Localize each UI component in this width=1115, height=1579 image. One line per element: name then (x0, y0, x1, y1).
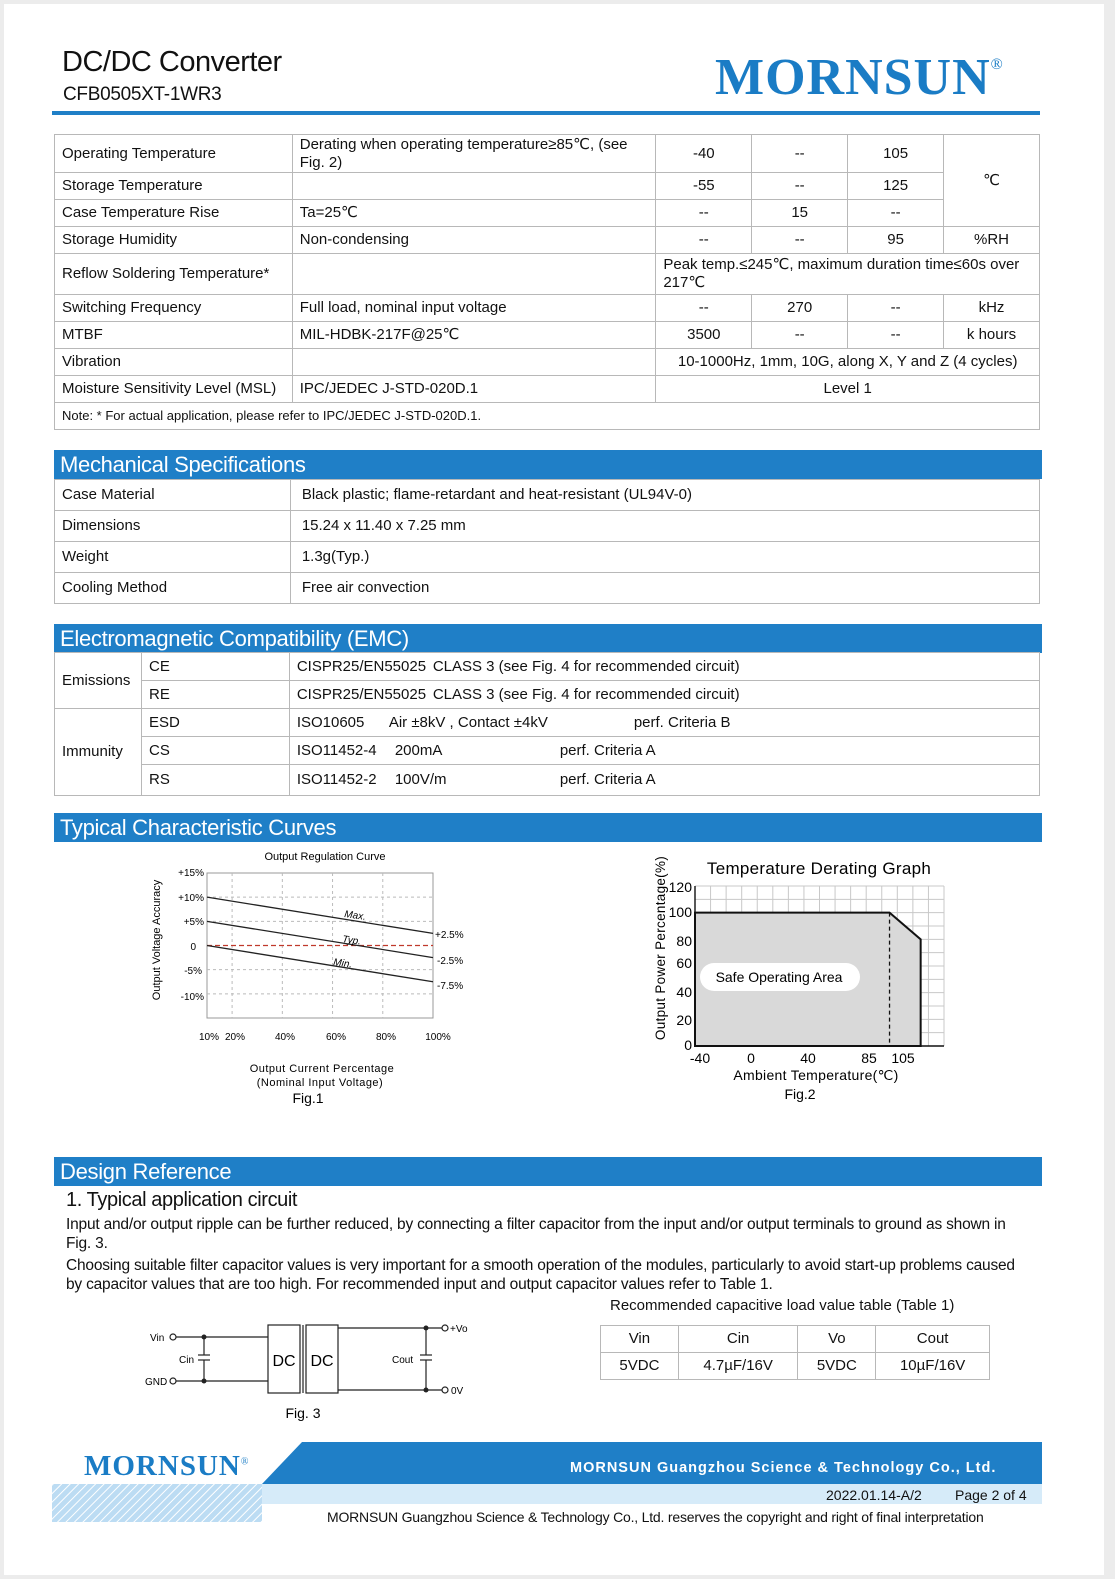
fig2-ylabel: Output Power Percentage(%) (653, 855, 668, 1041)
fig1-xtick: 60% (325, 1032, 347, 1043)
fig1-line-typ (207, 921, 433, 957)
vo-terminal (442, 1325, 448, 1331)
capacitive-load-table (600, 1325, 990, 1380)
fig1-line-min (207, 946, 433, 982)
fig2-xtick: 105 (891, 1050, 915, 1066)
table-row: CS ISO11452-4 200mA perf. Criteria A (55, 737, 1040, 765)
table-row: RS ISO11452-2 100V/m perf. Criteria A (55, 765, 1040, 796)
fig1-xtick: 10% (198, 1032, 220, 1043)
fig1-xtick: 40% (274, 1032, 296, 1043)
fig2-ytick: 80 (676, 933, 692, 949)
table-row: Switching Frequency Full load, nominal input voltage -- 270 -- kHz (55, 295, 1040, 322)
fig2-ytick: 40 (676, 984, 692, 1000)
emc-section-header: Electromagnetic Compatibility (EMC) (54, 624, 1042, 653)
application-circuit-diagram (140, 1315, 480, 1425)
table-row: Dimensions 15.24 x 11.40 x 7.25 mm (55, 511, 1040, 542)
fig2-ytick: 60 (676, 955, 692, 971)
gnd-terminal (170, 1378, 176, 1384)
design-paragraph-2: Choosing suitable filter capacitor values is very important for a smooth operation of the modules, particularly to avoid start-up problems caused by capacitor values that are too high. For recommended input and output capacitor values refer to Table 1. (66, 1257, 1015, 1293)
fig1-grid (207, 873, 433, 1018)
fig1-end-label: -2.5% (437, 956, 464, 967)
fig2-xtick: 40 (800, 1050, 816, 1066)
table-row: 5VDC 4.7µF/16V 5VDC 10µF/16V (601, 1353, 990, 1380)
0v-terminal (442, 1387, 448, 1393)
footer-company: MORNSUN Guangzhou Science & Technology Co., Ltd. (570, 1460, 997, 1476)
table-row: Operating Temperature Derating when operating temperature≥85℃, (see Fig. 2) -40 -- 105 ℃ (55, 135, 1040, 173)
fig1-end-label: +2.5% (435, 930, 464, 941)
table-row: Cooling Method Free air convection (55, 573, 1040, 604)
fig1-ytick: +15% (178, 868, 204, 879)
gnd-label: GND (145, 1377, 168, 1388)
table-row: Immunity ESD ISO10605 Air ±8kV , Contact ±4kV perf. Criteria B (55, 709, 1040, 737)
output-regulation-chart (140, 845, 480, 1115)
fig1-ytick: +10% (178, 893, 204, 904)
footer-date: 2022.01.14-A/2 (826, 1487, 922, 1503)
fig1-line-label: Min. (332, 957, 353, 971)
table-row: Moisture Sensitivity Level (MSL) IPC/JEDEC J-STD-020D.1 Level 1 (55, 376, 1040, 403)
table-row: Case Material Black plastic; flame-retardant and heat-resistant (UL94V-0) (55, 480, 1040, 511)
design-subtitle: 1. Typical application circuit (66, 1189, 298, 1211)
emc-table (54, 652, 1040, 796)
fig1-ylabel: Output Voltage Accuracy (151, 879, 163, 1001)
table-row: Emissions CE CISPR25/EN55025 CLASS 3 (see Fig. 4 for recommended circuit) (55, 653, 1040, 681)
design-section-header: Design Reference (54, 1157, 1042, 1186)
general-specs-table (54, 134, 1040, 430)
table-header-row: Vin Cin Vo Cout (601, 1326, 990, 1353)
temperature-derating-chart (648, 848, 958, 1110)
vo-label: +Vo (450, 1324, 468, 1335)
table-row: Case Temperature Rise Ta=25℃ -- 15 -- (55, 200, 1040, 227)
fig2-title: Temperature Derating Graph (706, 859, 932, 878)
table-row: Weight 1.3g(Typ.) (55, 542, 1040, 573)
fig1-xlabel2: (Nominal Input Voltage) (256, 1077, 384, 1089)
cin-label: Cin (179, 1355, 195, 1366)
table-row: MTBF MIL-HDBK-217F@25℃ 3500 -- -- k hours (55, 322, 1040, 349)
table-row: RE CISPR25/EN55025 CLASS 3 (see Fig. 4 for recommended circuit) (55, 681, 1040, 709)
fig1-title: Output Regulation Curve (264, 851, 386, 863)
fig1-xtick: 80% (375, 1032, 397, 1043)
model-number: CFB0505XT-1WR3 (63, 84, 222, 105)
table-note-row: Note: * For actual application, please refer to IPC/JEDEC J-STD-020D.1. (55, 403, 1040, 430)
fig1-line-label: Typ. (341, 934, 362, 948)
0v-label: 0V (451, 1386, 464, 1397)
temp-unit: ℃ (944, 135, 1040, 227)
area-label: Safe Operating Area (715, 969, 843, 985)
fig1-ytick: -5% (184, 966, 202, 977)
fig1-ytick: 0 (190, 942, 196, 953)
mornsun-logo: MORNSUN® (715, 49, 1004, 106)
fig2-ytick: 0 (684, 1037, 692, 1053)
fig1-xtick: 20% (224, 1032, 246, 1043)
dc-label: DC (272, 1353, 296, 1370)
cout-label: Cout (392, 1355, 414, 1366)
footer-logo: MORNSUN® (84, 1450, 250, 1482)
cap-table-title: Recommended capacitive load value table (Table 1) (610, 1297, 955, 1314)
mechanical-table (54, 479, 1040, 604)
table-row: Storage Humidity Non-condensing -- -- 95 %RH (55, 227, 1040, 254)
page-title: DC/DC Converter (62, 46, 282, 78)
header-rule (52, 111, 1040, 115)
fig1-ytick: +5% (183, 917, 204, 928)
fig3-caption: Fig. 3 (285, 1405, 321, 1421)
fig1-xtick: 100% (425, 1032, 451, 1043)
fig2-xlabel: Ambient Temperature(℃) (733, 1067, 899, 1083)
fig1-xlabel: Output Current Percentage (249, 1063, 395, 1075)
footer-copyright: MORNSUN Guangzhou Science & Technology Co., Ltd. reserves the copyright and right of final interpretation (327, 1509, 984, 1525)
table-row: Storage Temperature -55 -- 125 (55, 173, 1040, 200)
dc-label: DC (310, 1353, 334, 1370)
fig1-ytick: -10% (180, 992, 204, 1003)
footer-page-number: Page 2 of 4 (955, 1487, 1027, 1503)
fig1-end-label: -7.5% (437, 981, 464, 992)
fig1-caption: Fig.1 (292, 1090, 324, 1106)
table-row: Reflow Soldering Temperature* Peak temp.≤245℃, maximum duration time≤60s over 217℃ (55, 254, 1040, 295)
fig1-line-label: Max. (343, 909, 367, 923)
fig2-ytick: 120 (668, 879, 692, 895)
fig1-line-max (207, 897, 433, 933)
fig2-ytick: 20 (676, 1012, 692, 1028)
fig2-xtick: 0 (747, 1050, 755, 1066)
mechanical-section-header: Mechanical Specifications (54, 450, 1042, 479)
fig2-xtick: 85 (861, 1050, 877, 1066)
fig2-caption: Fig.2 (784, 1086, 816, 1102)
curves-section-header: Typical Characteristic Curves (54, 813, 1042, 842)
fig2-ytick: 100 (668, 904, 692, 920)
table-row: Vibration 10-1000Hz, 1mm, 10G, along X, Y and Z (4 cycles) (55, 349, 1040, 376)
vin-terminal (170, 1334, 176, 1340)
design-paragraph-1: Input and/or output ripple can be further reduced, by connecting a filter capacitor from the input and/or output terminals to ground as shown in Fig. 3. (66, 1216, 1006, 1252)
vin-label: Vin (150, 1333, 165, 1344)
fig2-xtick: -40 (689, 1050, 711, 1066)
